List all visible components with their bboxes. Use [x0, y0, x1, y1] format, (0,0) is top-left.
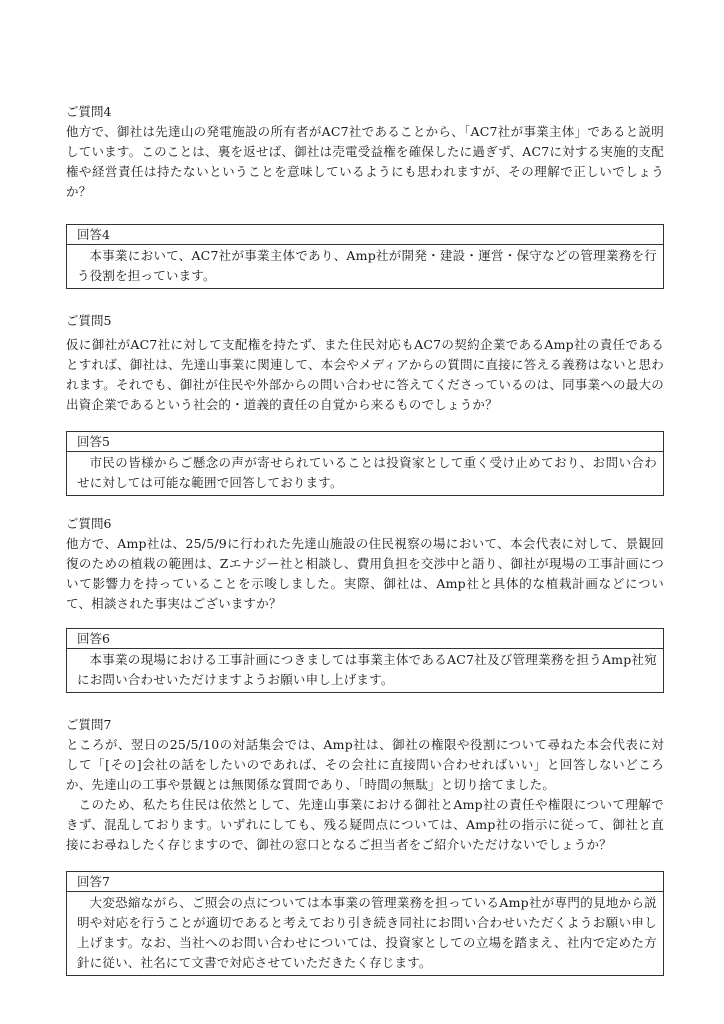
answer-7-box	[66, 871, 664, 976]
question-5	[66, 311, 664, 415]
question-4-heading: ご質問4	[66, 104, 112, 119]
question-7-heading: ご質問7	[66, 717, 112, 732]
answer-4-text: 本事業において、AC7社が事業主体であり、Amp社が開発・建設・運営・保守などの管理業務を行う役割を担っています。	[77, 248, 657, 283]
question-7-text	[66, 735, 664, 855]
answer-5-text: 市民の皆様からご懸念の声が寄せられていることは投資家として重く受け止めており、お問い合わせに対しては可能な範囲で回答しております。	[77, 455, 657, 490]
answer-6-text: 本事業の現場における工事計画につきましては事業主体であるAC7社及び管理業務を担うAmp社宛にお問い合わせいただけますようお願い申し上げます。	[77, 652, 657, 687]
question-7-paragraph-1: ところが、翌日の25/5/10の対話集会では、Amp社は、御社の権限や役割について尋ねた本会代表に対して「[その]会社の話をしたいのであれば、その会社に直接問い合わせればいい」と回答しないどころか、先達山の工事や景観とは無関係な質問であり、「時間の無駄」と切り捨てました。	[66, 737, 664, 792]
answer-5-box	[66, 431, 664, 496]
answer-6-box	[66, 628, 664, 693]
answer-7-text: 大変恐縮ながら、ご照会の点については本事業の管理業務を担っているAmp社が専門的見地から説明や対応を行うことが適切であると考えており引き続き同社にお問い合わせいただくようお願い申し上げます。なお、当社へのお問い合わせについては、投資家としての立場を踏まえ、社内で定めた方針に従い、社名にて文書で対応させていただきたく存じます。	[77, 895, 657, 970]
answer-6-title: 回答6	[67, 629, 663, 649]
answer-7-title: 回答7	[67, 872, 663, 892]
question-6-heading: ご質問6	[66, 516, 112, 531]
question-4-text: 他方で、御社は先達山の発電施設の所有者がAC7社であることから、「AC7社が事業主体」であると説明しています。このことは、裏を返せば、御社は売電受益権を確保したに過ぎず、AC7に対する実施的支配権や経営責任は持たないということを意味しているようにも思われますが、その理解で正しいでしょうか？	[66, 124, 664, 199]
question-5-text: 仮に御社がAC7社に対して支配権を持たず、また住民対応もAC7の契約企業であるAmp社の責任であるとすれば、御社は、先達山事業に関連して、本会やメディアからの質問に直接に答える義務はないと思われます。それでも、御社が住民や外部からの問い合わせに答えてくださっているのは、同事業への最大の出資企業であるという社会的・道義的責任の自覚から来るものでしょうか？	[66, 337, 664, 412]
answer-4-box	[66, 224, 664, 289]
answer-5-title: 回答5	[67, 432, 663, 452]
question-6	[66, 514, 664, 614]
answer-4-title: 回答4	[67, 225, 663, 245]
question-7-paragraph-2: このため、私たち住民は依然として、先達山事業における御社とAmp社の責任や権限について理解できず、混乱しております。いずれにしても、残る疑問点については、Amp社の指示に従って、御社と直接にお尋ねしたく存じますので、御社の窓口となるご担当者をご紹介いただけないでしょうか？	[66, 797, 664, 852]
question-7	[66, 715, 664, 855]
question-6-text: 他方で、Amp社は、25/5/9に行われた先達山施設の住民視察の場において、本会代表に対して、景観回復のための植栽の範囲は、Zエナジー社と相談し、費用負担を交渉中と語り、御社が現場の工事計画について影響力を持っていることを示唆しました。実際、御社は、Amp社と具体的な植栽計画などについて、相談された事実はございますか？	[66, 536, 664, 611]
question-5-heading: ご質問5	[66, 313, 112, 328]
question-4	[66, 102, 664, 202]
